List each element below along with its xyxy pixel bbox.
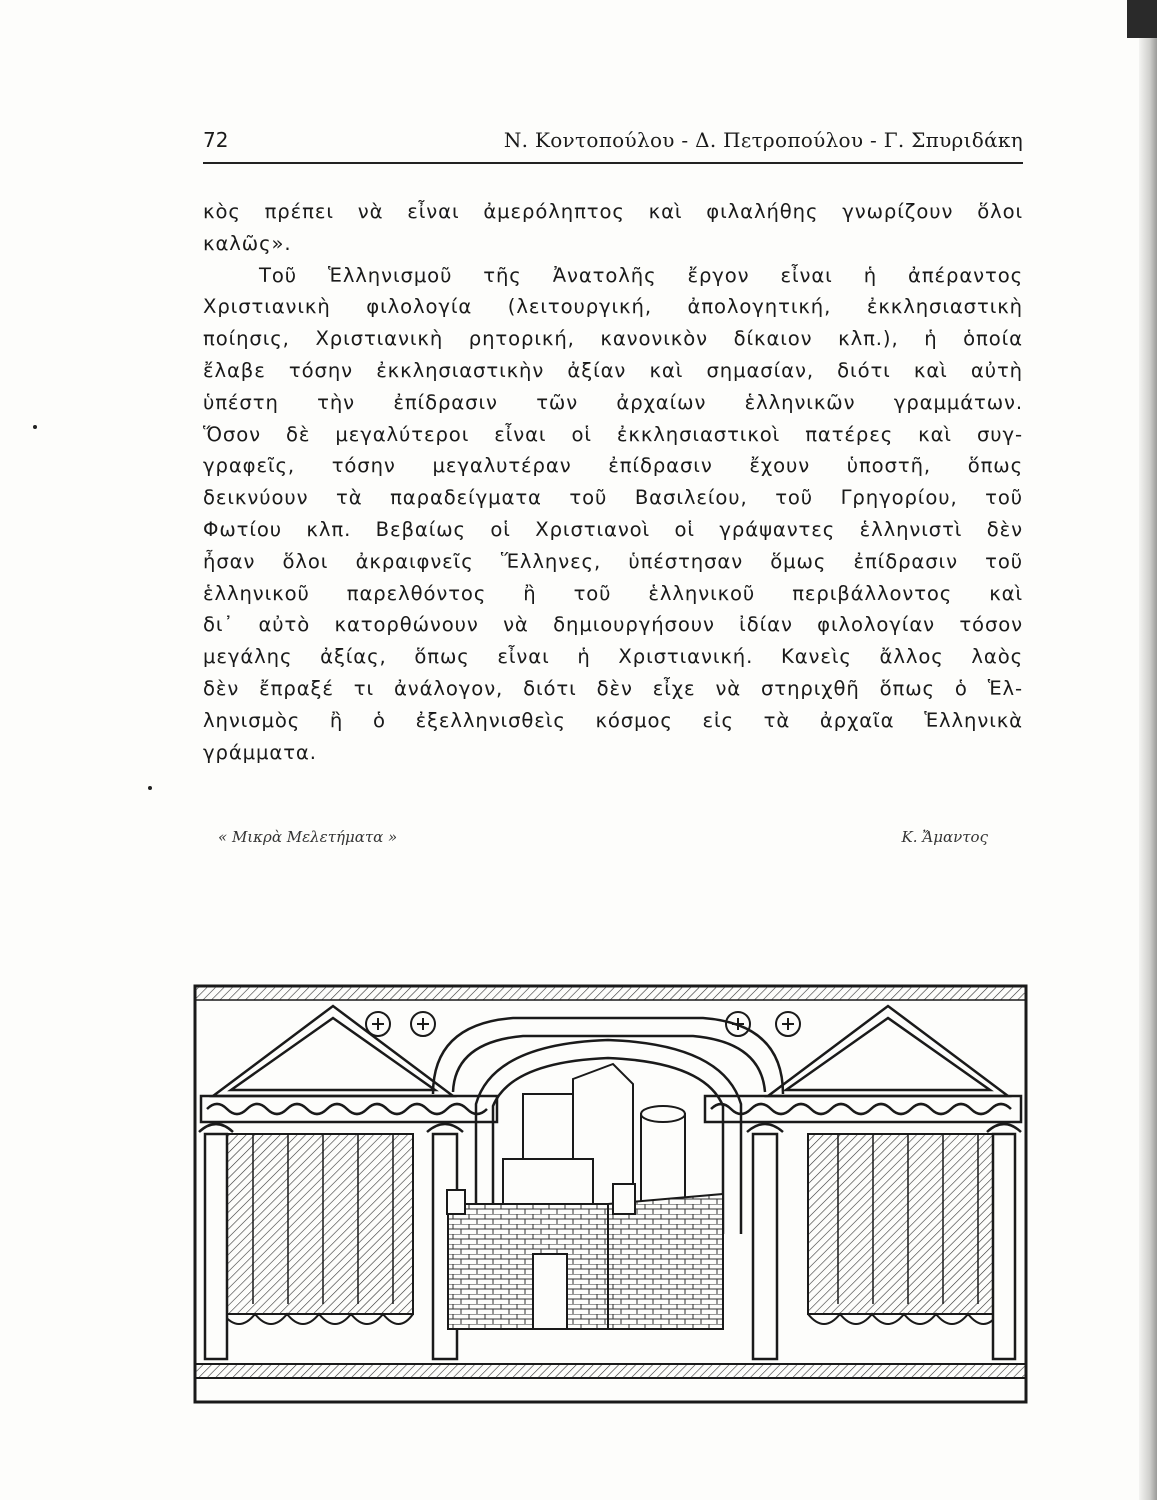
scan-corner-shadow (1127, 0, 1157, 38)
body-line: γραφεῖς, τόσην μεγαλυτέραν ἐπίδρασιν ἔχουν ὑποστῆ, ὅπως (203, 454, 1023, 478)
body-line: ἑλληνικοῦ παρελθόντος ἢ τοῦ ἑλληνικοῦ περιβάλλοντος καὶ (203, 581, 1023, 605)
body-line: δι᾿ αὐτὸ κατορθώνουν νὰ δημιουργήσουν ἰδίαν φιλολογίαν τόσον (203, 613, 1023, 637)
body-line: καλῶς». (203, 231, 292, 255)
body-line: ὑπέστη τὴν ἐπίδρασιν τῶν ἀρχαίων ἑλληνικῶν γραμμάτων. (203, 390, 1023, 414)
body-line: ποίησις, Χριστιανικὴ ρητορική, κανονικὸν δίκαιον κλπ.), ἡ ὁποία (203, 327, 1023, 351)
attribution-source: « Μικρὰ Μελετήματα » (218, 828, 398, 846)
left-curtain (223, 1134, 413, 1324)
floor (195, 1364, 1026, 1378)
scan-page-edge (1139, 0, 1157, 1500)
quote-attribution (218, 828, 988, 852)
attribution-author: Κ. Ἄμαντος (901, 828, 988, 846)
running-head: Ν. Κοντοπούλου - Δ. Πετροπούλου - Γ. Σπυριδάκη (503, 128, 1023, 152)
body-line: Χριστιανικὴ φιλολογία (λειτουργική, ἀπολογητική, ἐκκλησιαστικὴ (203, 295, 1023, 319)
body-line: μεγάλης ἀξίας, ὅπως εἶναι ἡ Χριστιανική. Κανεὶς ἄλλος λαὸς (203, 645, 1023, 669)
body-line: Φωτίου κλπ. Βεβαίως οἱ Χριστιανοὶ οἱ γράψαντες ἑλληνιστὶ δὲν (203, 517, 1023, 541)
body-line: γράμματα. (203, 740, 317, 764)
margin-speck (148, 786, 152, 790)
header-rule (203, 162, 1023, 164)
body-line: ληνισμὸς ἢ ὁ ἐξελληνισθεὶς κόσμος εἰς τὰ ἀρχαῖα Ἑλληνικὰ (203, 708, 1023, 732)
body-line: ἦσαν ὅλοι ἀκραιφνεῖς Ἕλληνες, ὑπέστησαν ὅμως ἐπίδρασιν τοῦ (203, 549, 1023, 573)
body-line: Ὅσον δὲ μεγαλύτεροι εἶναι οἱ ἐκκλησιαστικοὶ πατέρες καὶ συγ- (203, 422, 1023, 446)
body-line: δεικνύουν τὰ παραδείγματα τοῦ Βασιλείου, τοῦ Γρηγορίου, τοῦ (203, 486, 1023, 510)
body-line: κὸς πρέπει νὰ εἶναι ἀμερόληπτος καὶ φιλαλήθης γνωρίζουν ὅλοι (203, 200, 1023, 223)
page-header (203, 124, 1023, 164)
body-text (203, 196, 1023, 768)
body-line: ἔλαβε τόσην ἐκκλησιαστικὴν ἀξίαν καὶ σημασίαν, διότι καὶ αὐτὴ (203, 358, 1023, 382)
right-curtain (808, 1134, 998, 1324)
body-line: δὲν ἔπραξέ τι ἀνάλογον, διότι δὲν εἶχε νὰ στηριχθῆ ὅπως ὁ Ἑλ- (203, 676, 1023, 700)
margin-speck (33, 425, 37, 429)
body-line: Τοῦ Ἑλληνισμοῦ τῆς Ἀνατολῆς ἔργον εἶναι ἡ ἀπέραντος (259, 263, 1023, 287)
byzantine-architecture-illustration (193, 984, 1028, 1404)
page-number: 72 (203, 128, 229, 152)
